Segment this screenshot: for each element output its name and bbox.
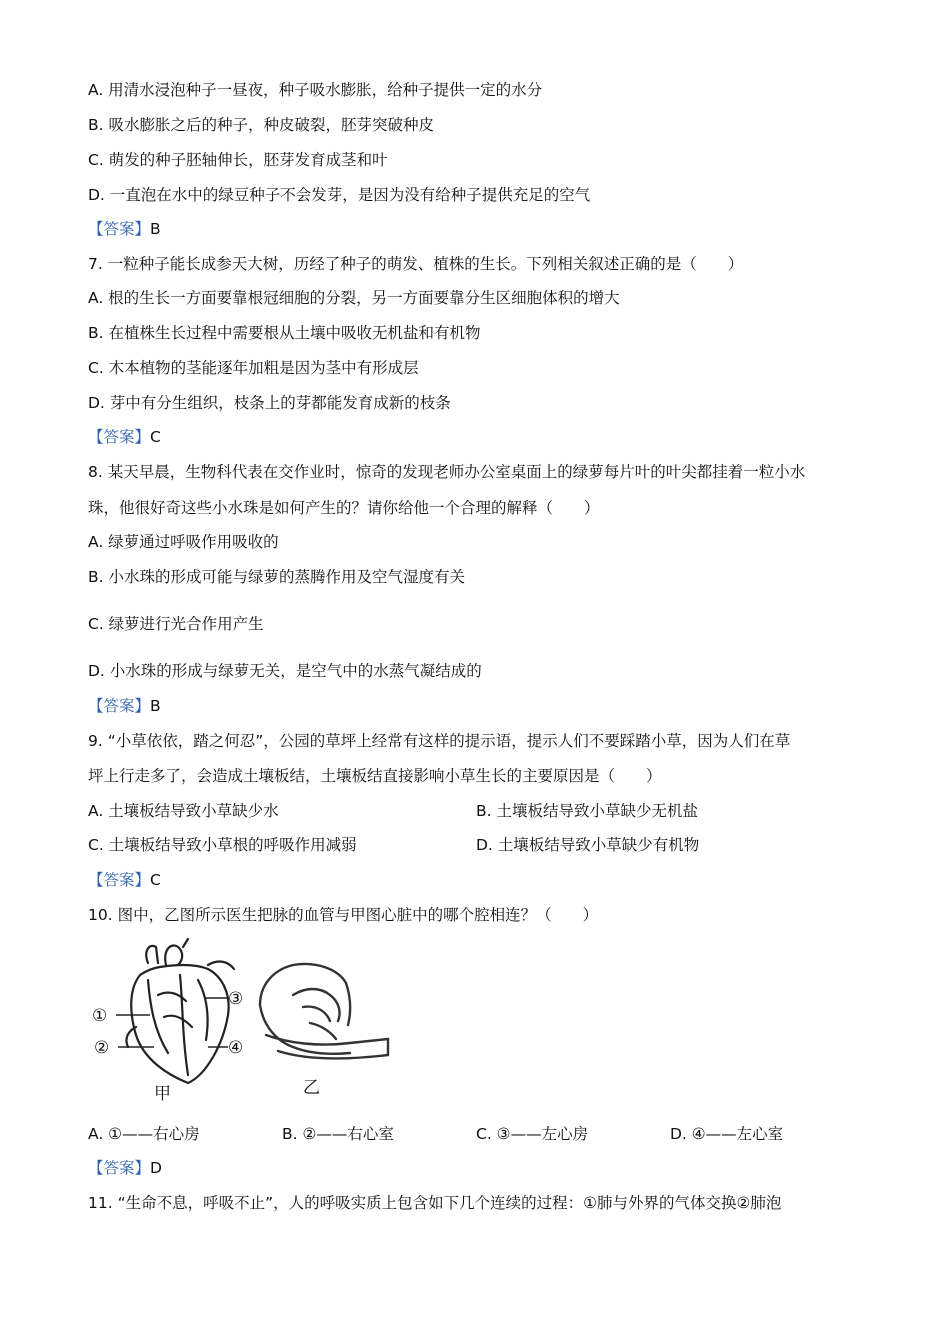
answer-value: B bbox=[150, 220, 161, 238]
q11-stem-line1: 11. “生命不息，呼吸不止”，人的呼吸实质上包含如下几个连续的过程：①肺与外界的气体交换②肺泡 bbox=[88, 1194, 782, 1212]
q9-option-c: C. 土壤板结导致小草根的呼吸作用减弱 bbox=[88, 836, 357, 854]
pulse-hands-drawing bbox=[260, 964, 388, 1059]
q6-option-d: D. 一直泡在水中的绿豆种子不会发芽，是因为没有给种子提供充足的空气 bbox=[88, 186, 591, 204]
answer-value: C bbox=[150, 871, 161, 889]
label-1: ① bbox=[92, 1006, 108, 1026]
q10-answer bbox=[88, 1158, 162, 1178]
q10-option-b: B. ②——右心室 bbox=[282, 1125, 394, 1143]
q7-option-a: A. 根的生长一方面要靠根冠细胞的分裂，另一方面要靠分生区细胞体积的增大 bbox=[88, 289, 620, 307]
heart-diagram bbox=[126, 939, 234, 1083]
q10-option-c: C. ③——左心房 bbox=[476, 1125, 589, 1143]
q7-stem: 7. 一粒种子能长成参天大树，历经了种子的萌发、植株的生长。下列相关叙述正确的是（ ） bbox=[88, 255, 744, 273]
label-4: ④ bbox=[228, 1038, 244, 1058]
answer-value: B bbox=[150, 697, 161, 715]
label-3: ③ bbox=[228, 989, 244, 1009]
q10-stem: 10. 图中，乙图所示医生把脉的血管与甲图心脏中的哪个腔相连？（ ） bbox=[88, 906, 599, 924]
heart-pulse-figure bbox=[88, 935, 393, 1105]
label-jia: 甲 bbox=[154, 1084, 171, 1104]
q8-option-d: D. 小水珠的形成与绿萝无关，是空气中的水蒸气凝结成的 bbox=[88, 662, 482, 680]
q10-option-d: D. ④——左心室 bbox=[670, 1125, 784, 1143]
q8-option-c: C. 绿萝进行光合作用产生 bbox=[88, 615, 264, 633]
q8-option-a: A. 绿萝通过呼吸作用吸收的 bbox=[88, 533, 279, 551]
q6-option-a: A. 用清水浸泡种子一昼夜，种子吸水膨胀，给种子提供一定的水分 bbox=[88, 81, 543, 99]
label-yi: 乙 bbox=[303, 1078, 320, 1098]
q9-option-b: B. 土壤板结导致小草缺少无机盐 bbox=[476, 802, 698, 820]
answer-tag: 【答案】 bbox=[88, 1159, 151, 1177]
q6-option-c: C. 萌发的种子胚轴伸长，胚芽发育成茎和叶 bbox=[88, 151, 388, 169]
q9-option-a: A. 土壤板结导致小草缺少水 bbox=[88, 802, 279, 820]
q8-stem-line1: 8. 某天早晨，生物科代表在交作业时，惊奇的发现老师办公室桌面上的绿萝每片叶的叶尖都挂着一粒小水 bbox=[88, 463, 806, 481]
q6-answer bbox=[88, 219, 161, 239]
answer-tag: 【答案】 bbox=[88, 220, 151, 238]
q9-stem-line2: 坪上行走多了，会造成土壤板结，土壤板结直接影响小草生长的主要原因是（ ） bbox=[88, 767, 662, 785]
answer-value: C bbox=[150, 428, 161, 446]
answer-value: D bbox=[150, 1159, 162, 1177]
answer-tag: 【答案】 bbox=[88, 697, 151, 715]
q7-option-d: D. 芽中有分生组织，枝条上的芽都能发育成新的枝条 bbox=[88, 394, 451, 412]
q8-answer bbox=[88, 696, 161, 716]
q6-option-b: B. 吸水膨胀之后的种子，种皮破裂，胚芽突破种皮 bbox=[88, 116, 434, 134]
label-2: ② bbox=[94, 1038, 110, 1058]
q10-option-a: A. ①——右心房 bbox=[88, 1125, 200, 1143]
q7-answer bbox=[88, 427, 161, 447]
q9-stem-line1: 9. “小草依依，踏之何忍”，公园的草坪上经常有这样的提示语，提示人们不要踩踏小草，因为人们在草 bbox=[88, 732, 791, 750]
q8-stem-line2: 珠，他很好奇这些小水珠是如何产生的？请你给他一个合理的解释（ ） bbox=[88, 499, 600, 517]
q7-option-b: B. 在植株生长过程中需要根从土壤中吸收无机盐和有机物 bbox=[88, 324, 481, 342]
answer-tag: 【答案】 bbox=[88, 428, 151, 446]
q9-option-d: D. 土壤板结导致小草缺少有机物 bbox=[476, 836, 700, 854]
q7-option-c: C. 木本植物的茎能逐年加粗是因为茎中有形成层 bbox=[88, 359, 419, 377]
answer-tag: 【答案】 bbox=[88, 871, 151, 889]
q9-answer bbox=[88, 870, 161, 890]
q8-option-b: B. 小水珠的形成可能与绿萝的蒸腾作用及空气湿度有关 bbox=[88, 568, 465, 586]
